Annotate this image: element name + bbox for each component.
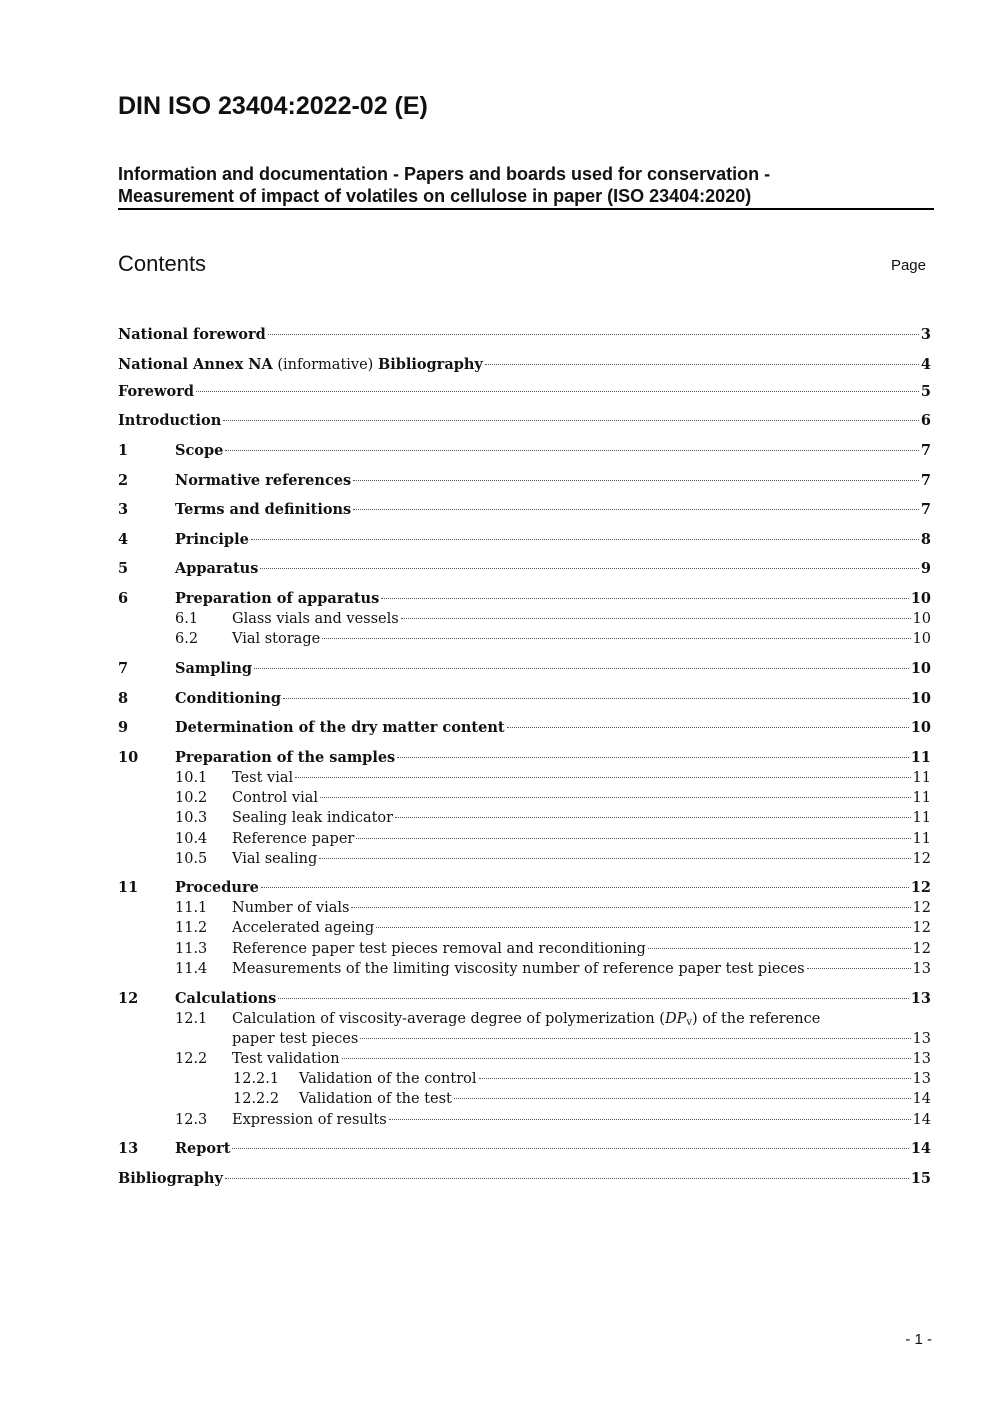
toc-label-part: Bibliography — [377, 356, 483, 373]
toc-leader — [356, 838, 910, 839]
toc-number: 2 — [118, 472, 129, 489]
toc-label: Test validation — [232, 1051, 340, 1067]
toc-page: 11 — [910, 749, 931, 766]
toc-leader — [485, 364, 919, 365]
toc-entry-12[interactable] — [118, 989, 931, 1009]
toc-number: 11 — [118, 879, 139, 896]
toc-number: 12.2 — [175, 1051, 208, 1067]
toc-leader — [196, 391, 919, 392]
toc-page: 12 — [912, 851, 931, 867]
toc-number: 10.2 — [175, 790, 208, 806]
toc-entry-6-2[interactable] — [118, 629, 931, 649]
toc-entry-3[interactable] — [118, 500, 931, 520]
toc-page: 10 — [910, 660, 931, 677]
toc-label: National foreword — [118, 326, 266, 343]
toc-leader — [381, 598, 909, 599]
toc-leader — [254, 668, 909, 669]
toc-page: 5 — [920, 383, 931, 400]
toc-label: Procedure — [175, 879, 259, 896]
toc-label — [118, 355, 483, 375]
toc-number: 3 — [118, 501, 129, 518]
toc-page: 3 — [920, 326, 931, 343]
toc-number: 13 — [118, 1140, 139, 1157]
toc-number: 12 — [118, 990, 139, 1007]
toc-entry-4[interactable] — [118, 530, 931, 550]
toc-entry-6-1[interactable] — [118, 609, 931, 629]
toc-number: 5 — [118, 560, 129, 577]
toc-number: 6.1 — [175, 611, 199, 627]
toc-label: Reference paper — [232, 831, 355, 847]
toc-leader — [351, 907, 910, 908]
toc-entry-national-foreword[interactable] — [118, 325, 931, 345]
toc-number: 4 — [118, 531, 129, 548]
toc-entry-12-2-2[interactable] — [118, 1089, 931, 1109]
toc-page: 6 — [920, 412, 931, 429]
toc-number: 6 — [118, 590, 129, 607]
toc-leader — [268, 334, 919, 335]
toc-entry-10[interactable] — [118, 748, 931, 768]
toc-page: 14 — [912, 1112, 931, 1128]
toc-entry-2[interactable] — [118, 471, 931, 491]
toc-page: 11 — [912, 831, 931, 847]
toc-label: Sealing leak indicator — [232, 810, 394, 826]
toc-entry-12-1-line1[interactable] — [118, 1009, 931, 1029]
toc-leader — [342, 1058, 911, 1059]
toc-leader — [283, 698, 909, 699]
toc-label: Expression of results — [232, 1112, 387, 1128]
subtitle-line-1: Information and documentation - Papers and boards used for conservation - — [118, 164, 771, 184]
toc-number: 10.1 — [175, 770, 208, 786]
toc-entry-6[interactable] — [118, 589, 931, 609]
toc-number: 12.3 — [175, 1112, 208, 1128]
toc-leader — [232, 1148, 908, 1149]
toc-label: Calculations — [175, 990, 277, 1007]
toc-entry-5[interactable] — [118, 559, 931, 579]
toc-label: Bibliography — [118, 1170, 223, 1187]
toc-leader — [320, 797, 911, 798]
toc-entry-national-annex[interactable] — [118, 355, 931, 375]
toc-label: Determination of the dry matter content — [175, 719, 505, 736]
toc-leader — [260, 568, 919, 569]
toc-label: Measurements of the limiting viscosity number of reference paper test pieces — [232, 961, 805, 977]
toc-label: Principle — [175, 531, 249, 548]
toc-entry-11-1[interactable] — [118, 898, 931, 918]
toc-entry-10-5[interactable] — [118, 849, 931, 869]
toc-entry-12-2[interactable] — [118, 1049, 931, 1069]
toc-leader — [401, 618, 911, 619]
toc-number: 10.4 — [175, 831, 208, 847]
toc-label: paper test pieces — [232, 1031, 359, 1047]
toc-leader — [223, 420, 919, 421]
toc-page: 14 — [912, 1091, 931, 1107]
toc-label: Scope — [175, 442, 224, 459]
toc-label: Introduction — [118, 412, 222, 429]
toc-leader — [319, 858, 910, 859]
toc-page: 13 — [912, 1031, 931, 1047]
toc-entry-bibliography[interactable] — [118, 1169, 931, 1189]
toc-leader — [807, 968, 911, 969]
toc-page: 12 — [912, 941, 931, 957]
toc-page: 7 — [920, 501, 931, 518]
toc-entry-11-3[interactable] — [118, 939, 931, 959]
toc-number: 11.2 — [175, 920, 208, 936]
toc-entry-foreword[interactable] — [118, 382, 931, 402]
toc-entry-11-4[interactable] — [118, 959, 931, 979]
toc-number: 7 — [118, 660, 129, 677]
toc-entry-11[interactable] — [118, 878, 931, 898]
toc-leader — [225, 450, 919, 451]
toc-entry-12-1-line2[interactable] — [118, 1029, 931, 1049]
toc-entry-13[interactable] — [118, 1139, 931, 1159]
toc-leader — [225, 1178, 909, 1179]
page-number-footer: - 1 - — [905, 1331, 932, 1348]
toc-page: 9 — [920, 560, 931, 577]
toc-label-part: (informative) — [272, 357, 378, 373]
document-title: DIN ISO 23404:2022-02 (E) — [118, 92, 428, 120]
toc-entry-10-3[interactable] — [118, 808, 931, 828]
toc-leader — [295, 777, 910, 778]
toc-entry-10-1[interactable] — [118, 768, 931, 788]
toc-number: 12.1 — [175, 1011, 208, 1027]
toc-label: Report — [175, 1140, 231, 1157]
toc-entry-7[interactable] — [118, 659, 931, 679]
toc-page: 12 — [912, 900, 931, 916]
toc-page: 14 — [910, 1140, 931, 1157]
toc-number: 8 — [118, 690, 129, 707]
toc-entry-9[interactable] — [118, 718, 931, 738]
toc-label: Number of vials — [232, 900, 350, 916]
toc-label-part: National Annex NA — [118, 356, 273, 373]
toc-label-italic: DP — [664, 1011, 687, 1027]
toc-label: Sampling — [175, 660, 253, 677]
toc-leader — [360, 1038, 910, 1039]
toc-number: 6.2 — [175, 631, 199, 647]
toc-label: Vial sealing — [232, 851, 318, 867]
toc-number: 11.3 — [175, 941, 208, 957]
toc-entry-12-3[interactable] — [118, 1110, 931, 1130]
toc-entry-introduction[interactable] — [118, 411, 931, 431]
toc-number: 12.2.2 — [233, 1091, 280, 1107]
toc-page: 10 — [910, 719, 931, 736]
toc-entry-12-2-1[interactable] — [118, 1069, 931, 1089]
toc-leader — [376, 927, 910, 928]
toc-page: 10 — [910, 590, 931, 607]
toc-entry-11-2[interactable] — [118, 918, 931, 938]
toc-number: 10.3 — [175, 810, 208, 826]
toc-page: 13 — [912, 961, 931, 977]
toc-page: 10 — [910, 690, 931, 707]
page-column-heading: Page — [890, 257, 926, 274]
toc-label: Glass vials and vessels — [232, 611, 399, 627]
toc-label-part: Calculation of viscosity-average degree of polymerization ( — [232, 1011, 665, 1027]
toc-page: 11 — [912, 770, 931, 786]
toc-leader — [479, 1078, 911, 1079]
toc-page: 11 — [912, 810, 931, 826]
toc-leader — [353, 509, 919, 510]
toc-page: 11 — [912, 790, 931, 806]
toc-number: 11.1 — [175, 900, 208, 916]
subtitle-line-2: Measurement of impact of volatiles on cellulose in paper (ISO 23404:2020) — [118, 186, 752, 206]
toc-leader — [278, 998, 909, 999]
toc-page: 15 — [910, 1170, 931, 1187]
toc-label: Foreword — [118, 383, 194, 400]
toc-label: Normative references — [175, 472, 352, 489]
toc-label: Reference paper test pieces removal and reconditioning — [232, 941, 646, 957]
toc-page: 10 — [912, 631, 931, 647]
toc-label: Control vial — [232, 790, 319, 806]
toc-page: 13 — [912, 1071, 931, 1087]
toc-label-part: ) of the reference — [691, 1011, 821, 1027]
toc-leader — [389, 1119, 911, 1120]
toc-label: Preparation of the samples — [175, 749, 396, 766]
toc-number: 10.5 — [175, 851, 208, 867]
toc-number: 12.2.1 — [233, 1071, 280, 1087]
toc-number: 9 — [118, 719, 129, 736]
toc-number: 1 — [118, 442, 129, 459]
toc-leader — [395, 817, 910, 818]
toc-page: 4 — [920, 356, 931, 373]
toc-number: 10 — [118, 749, 139, 766]
toc-label: Apparatus — [175, 560, 259, 577]
toc-leader — [322, 638, 910, 639]
toc-label: Conditioning — [175, 690, 282, 707]
toc-label: Validation of the control — [299, 1071, 477, 1087]
toc-label: Vial storage — [232, 631, 321, 647]
toc-page: 13 — [912, 1051, 931, 1067]
toc-leader — [454, 1098, 911, 1099]
toc-label: Terms and definitions — [175, 501, 352, 518]
toc-label: Preparation of apparatus — [175, 590, 380, 607]
toc-leader — [397, 757, 909, 758]
toc-page: 7 — [920, 442, 931, 459]
toc-page: 10 — [912, 611, 931, 627]
toc-page: 13 — [910, 990, 931, 1007]
toc-page: 12 — [912, 920, 931, 936]
toc-entry-1[interactable] — [118, 441, 931, 461]
toc-label: Test vial — [232, 770, 294, 786]
toc-leader — [251, 539, 919, 540]
toc-leader — [648, 948, 911, 949]
document-subtitle — [118, 163, 934, 210]
toc-label-subscript: v — [686, 1017, 692, 1028]
toc-entry-8[interactable] — [118, 689, 931, 709]
toc-label: Validation of the test — [299, 1091, 452, 1107]
toc-leader — [261, 887, 909, 888]
toc-label: Accelerated ageing — [232, 920, 375, 936]
toc-number: 11.4 — [175, 961, 208, 977]
toc-page: 8 — [920, 531, 931, 548]
contents-heading: Contents — [118, 251, 207, 276]
toc-entry-10-4[interactable] — [118, 829, 931, 849]
toc-page: 7 — [920, 472, 931, 489]
toc-entry-10-2[interactable] — [118, 788, 931, 808]
toc-leader — [353, 480, 919, 481]
toc-page: 12 — [910, 879, 931, 896]
toc-leader — [507, 727, 909, 728]
